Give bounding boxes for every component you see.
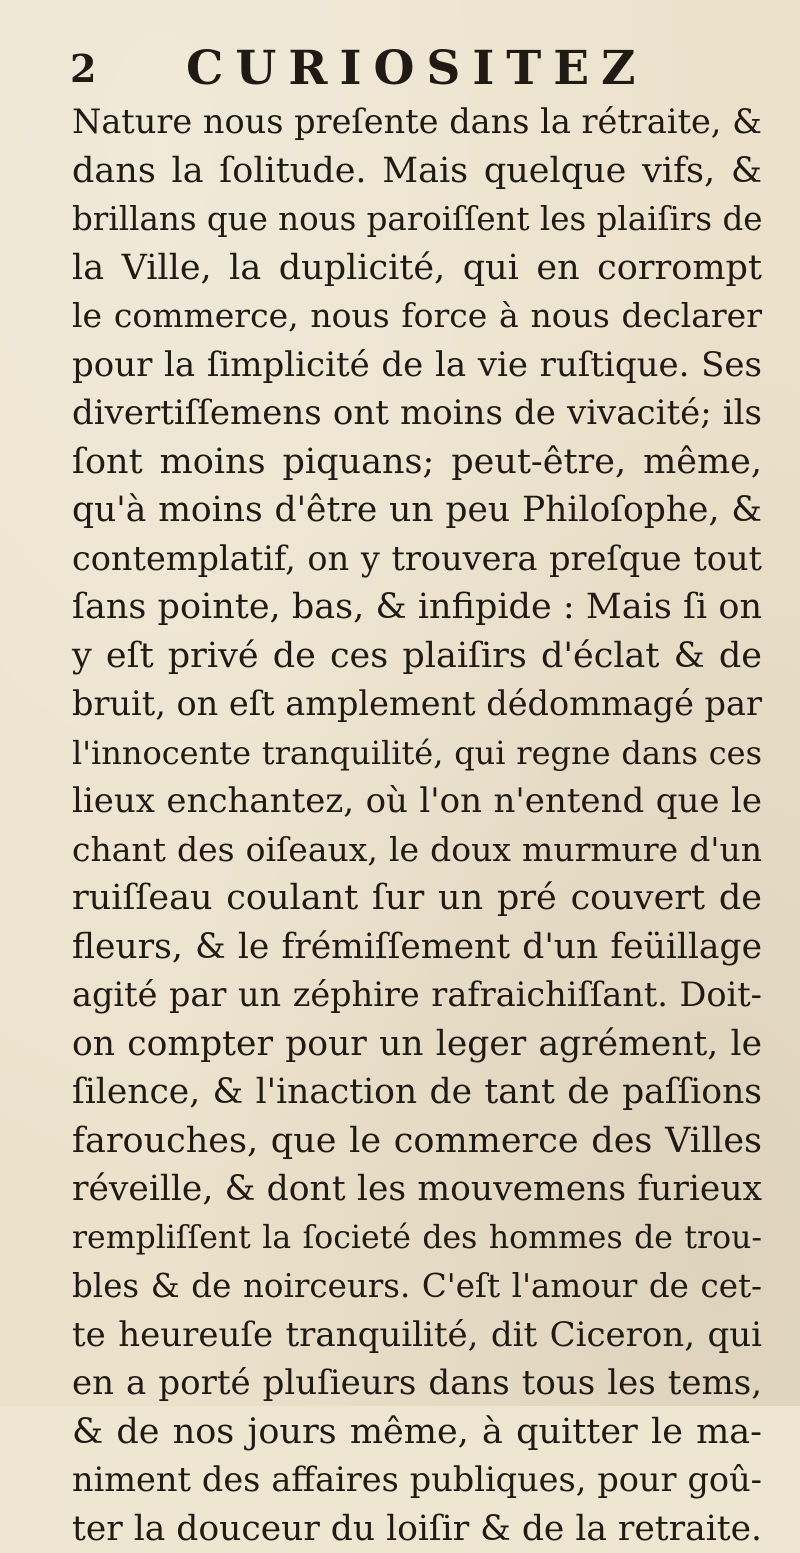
text-line: bruit, on eſt amplement dédommagé par (72, 680, 762, 729)
running-title: CURIOSITEZ (186, 41, 647, 96)
text-line: ſilence, & l'inaction de tant de paſſions (72, 1068, 762, 1117)
text-line: bles & de noirceurs. C'eſt l'amour de cet- (72, 1262, 762, 1311)
text-line: te heureuſe tranquilité, dit Ciceron, qui (72, 1311, 762, 1360)
text-line: ruiſſeau coulant ſur un pré couvert de (72, 874, 762, 923)
text-line: le commerce, nous force à nous declarer (72, 292, 762, 341)
text-line: ſont moins piquans; peut-être, même, (72, 438, 762, 487)
running-head (70, 38, 750, 98)
text-line: contemplatif, on y trouvera preſque tout (72, 535, 762, 584)
text-line: en a porté pluſieurs dans tous les tems, (72, 1359, 762, 1408)
text-line: qu'à moins d'être un peu Philoſophe, & (72, 486, 762, 535)
text-line: & de nos jours même, à quitter le ma- (72, 1408, 762, 1457)
text-line: lieux enchantez, où l'on n'entend que le (72, 777, 762, 826)
text-line: l'innocente tranquilité, qui regne dans ces (72, 729, 762, 778)
text-line: farouches, que le commerce des Villes (72, 1117, 762, 1166)
text-line: brillans que nous paroiſſent les plaiſirs de (72, 195, 762, 244)
text-line: fleurs, & le frémiſſement d'un feüillage (72, 923, 762, 972)
text-line: ſans pointe, bas, & infipide : Mais ſi on (72, 583, 762, 632)
text-line: réveille, & dont les mouvemens furieux (72, 1165, 762, 1214)
text-line: on compter pour un leger agrément, le (72, 1020, 762, 1069)
text-line: y eſt privé de ces plaiſirs d'éclat & de (72, 632, 762, 681)
text-line: dans la ſolitude. Mais quelque vifs, & (72, 147, 762, 196)
text-line: la Ville, la duplicité, qui en corrompt (72, 244, 762, 293)
text-line: agité par un zéphire rafraichiſſant. Doit- (72, 971, 762, 1020)
text-line: ter la douceur du loiſir & de la retraite. (72, 1505, 762, 1553)
text-line: divertiſſemens ont moins de vivacité; ils (72, 389, 762, 438)
text-line: chant des oiſeaux, le doux murmure d'un (72, 826, 762, 875)
text-body (72, 98, 762, 1553)
text-line: Nature nous preſente dans la rétraite, & (72, 98, 762, 147)
page-number: 2 (70, 46, 94, 91)
text-line: niment des affaires publiques, pour goû- (72, 1456, 762, 1505)
text-line: pour la ſimplicité de la vie ruſtique. Ses (72, 341, 762, 390)
text-line: rempliſſent la ſocieté des hommes de trou- (72, 1214, 762, 1263)
